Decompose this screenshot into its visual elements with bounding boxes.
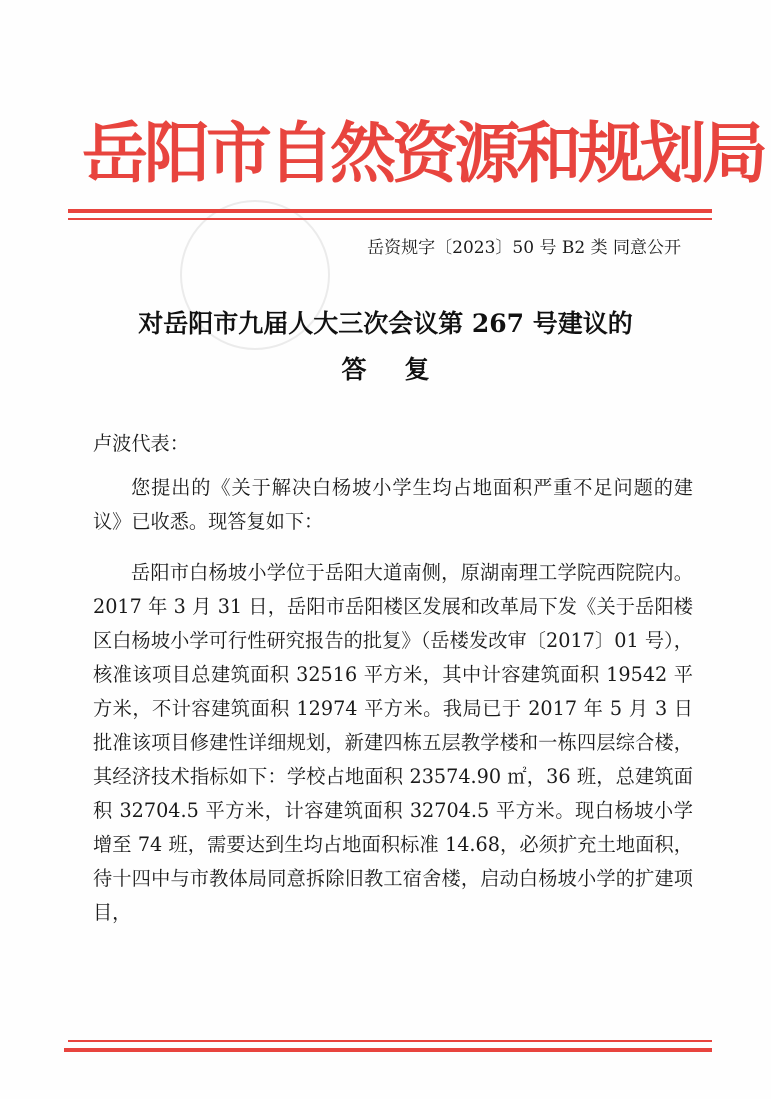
header-rule-thin	[68, 218, 712, 220]
agency-masthead: 岳阳市自然资源和规划局	[82, 115, 764, 192]
header-rule-thick	[68, 209, 712, 213]
salutation: 卢波代表：	[93, 432, 189, 455]
document-title-line-2: 答复	[341, 355, 468, 384]
footer-rule-thin	[68, 1040, 712, 1042]
body-paragraph: 您提出的《关于解决白杨坡小学生均占地面积严重不足问题的建议》已收悉。现答复如下：	[93, 476, 693, 533]
footer-rule-thick	[64, 1048, 712, 1052]
document-number: 岳资规字〔2023〕50 号 B2 类 同意公开	[367, 238, 681, 258]
body-paragraph: 岳阳市白杨坡小学位于岳阳大道南侧，原湖南理工学院西院院内。2017 年 3 月 31 日，岳阳市岳阳楼区发展和改革局下发《关于岳阳楼区白杨坡小学可行性研究报告的批复》（岳楼发改审〔2017〕01 号），核准该项目总建筑面积 32516 平方米，其中计容建筑面积 19542 平方米，不计容建筑面积 12974 平方米。我局已于 2017 年 5 月 3 日批准该项目修建性详细规划，新建四栋五层教学楼和一栋四层综合楼，其经济技术指标如下：学校占地面积 23574.90 ㎡，36 班，总建筑面积 32704.5 平方米，计容建筑面积 32704.5 平方米。现白杨坡小学增至 74 班，需要达到生均占地面积标准 14.68，必须扩充土地面积，待十四中与市教体局同意拆除旧教工宿舍楼，启动白杨坡小学的扩建项目，	[93, 561, 693, 924]
document-title-line-1: 对岳阳市九届人大三次会议第 267 号建议的	[138, 309, 633, 338]
